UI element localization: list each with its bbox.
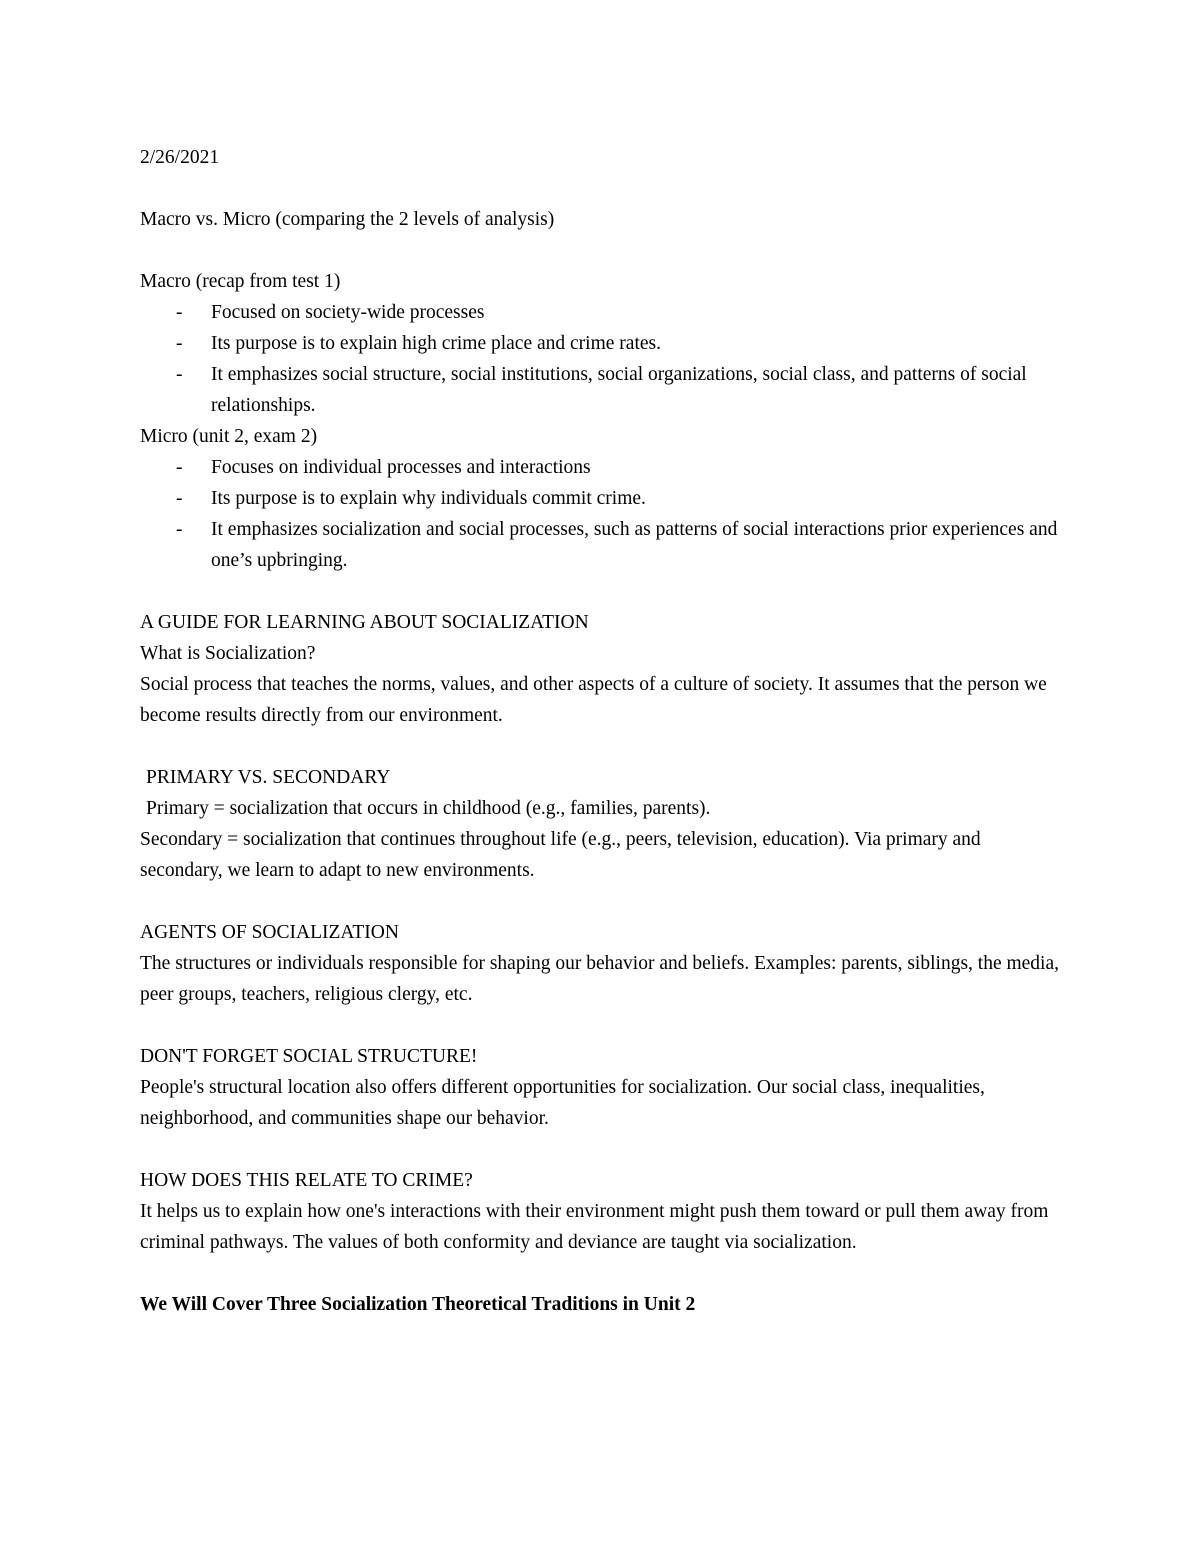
micro-title: Micro (unit 2, exam 2) [140,426,318,447]
macro-list [140,297,1070,421]
macro-item-text: Its purpose is to explain high crime place and crime rates. [211,333,661,354]
macro-item-text: Focused on society-wide processes [211,302,485,323]
micro-list [140,452,1070,576]
guide-text: Social process that teaches the norms, values, and other aspects of a culture of society. It assumes that the person we become results directly from our environment. [140,674,1047,726]
bullet-dash: - [176,333,183,354]
spacer [140,886,1070,917]
spacer [140,1134,1070,1165]
spacer [140,235,1070,266]
secondary-definition: Secondary = socialization that continues throughout life (e.g., peers, television, education). Via primary and secondary, we learn to adapt to new environments. [140,829,981,881]
agents-title: AGENTS OF SOCIALIZATION [140,922,399,943]
list-item [140,328,1070,359]
micro-item-text: It emphasizes socialization and social processes, such as patterns of social interactions prior experiences and one’s upbringing. [211,519,1058,571]
closing-heading: We Will Cover Three Socialization Theoretical Traditions in Unit 2 [140,1294,696,1315]
bullet-dash: - [176,364,183,385]
list-item [140,452,1070,483]
date: 2/26/2021 [140,147,220,168]
document-page [140,142,1070,1320]
list-item [140,514,1070,576]
bullet-dash: - [176,488,183,509]
bullet-dash: - [176,457,183,478]
primary-secondary-title: PRIMARY VS. SECONDARY [146,767,391,788]
spacer [140,173,1070,204]
spacer [140,731,1070,762]
list-item [140,359,1070,421]
crime-title: HOW DOES THIS RELATE TO CRIME? [140,1170,473,1191]
micro-item-text: Its purpose is to explain why individuals commit crime. [211,488,646,509]
primary-definition: Primary = socialization that occurs in childhood (e.g., families, parents). [146,798,711,819]
guide-question: What is Socialization? [140,643,316,664]
spacer [140,1258,1070,1289]
macro-item-text: It emphasizes social structure, social institutions, social organizations, social class, and patterns of social relationships. [211,364,1027,416]
list-item [140,483,1070,514]
agents-text: The structures or individuals responsible for shaping our behavior and beliefs. Examples: parents, siblings, the media, peer groups, teachers, religious clergy, etc. [140,953,1059,1005]
guide-title: A GUIDE FOR LEARNING ABOUT SOCIALIZATION [140,612,589,633]
crime-text: It helps us to explain how one's interactions with their environment might push them toward or pull them away from criminal pathways. The values of both conformity and deviance are taught via socialization. [140,1201,1049,1253]
structure-title: DON'T FORGET SOCIAL STRUCTURE! [140,1046,478,1067]
main-heading: Macro vs. Micro (comparing the 2 levels of analysis) [140,209,555,230]
spacer [140,1010,1070,1041]
bullet-dash: - [176,519,183,540]
spacer [140,576,1070,607]
micro-item-text: Focuses on individual processes and interactions [211,457,591,478]
list-item [140,297,1070,328]
macro-title: Macro (recap from test 1) [140,271,341,292]
bullet-dash: - [176,302,183,323]
structure-text: People's structural location also offers different opportunities for socialization. Our social class, inequalities, neighborhood, and communities shape our behavior. [140,1077,985,1129]
